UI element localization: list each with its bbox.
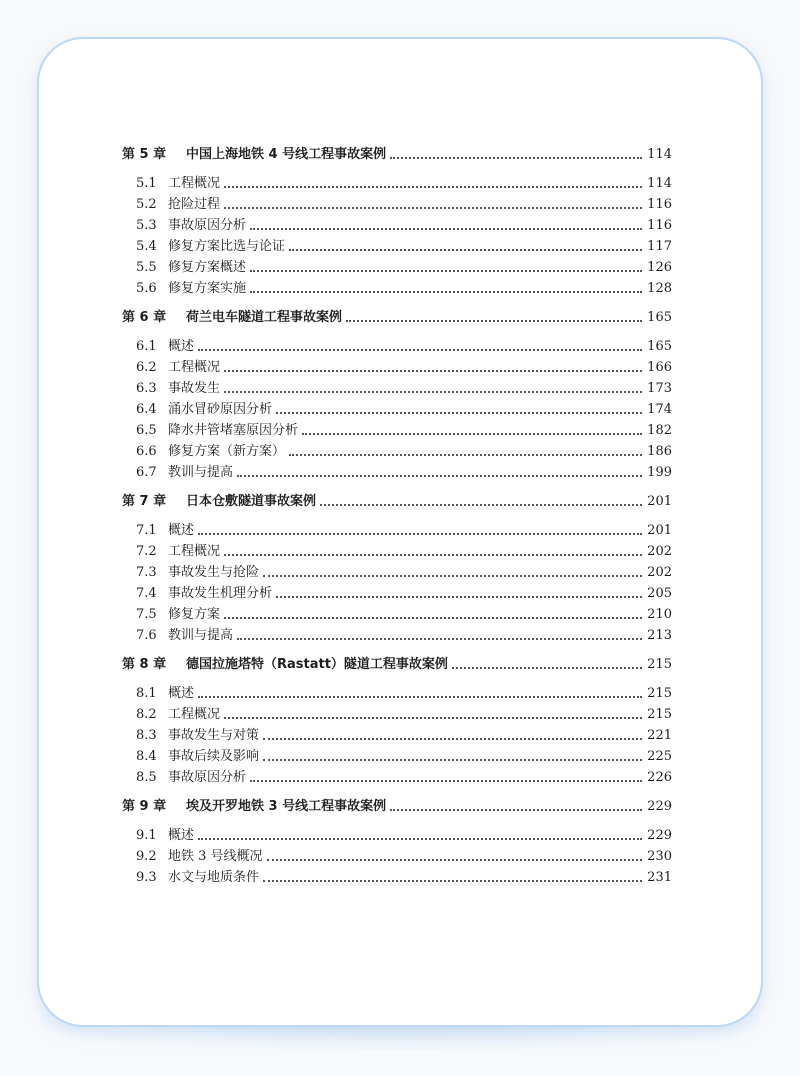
section-title: 概述 (168, 523, 195, 538)
section-title: 工程概况 (168, 176, 221, 191)
chapter-label: 第 7 章 (122, 494, 167, 509)
section-title: 工程概况 (168, 360, 221, 375)
toc-chapter-row[interactable] (122, 796, 672, 817)
toc-section-row[interactable] (122, 746, 672, 767)
section-number: 5.3 (136, 218, 157, 233)
dot-leader (267, 858, 642, 861)
page-number: 117 (647, 239, 672, 254)
dot-leader (452, 666, 642, 669)
section-number: 7.2 (136, 544, 157, 559)
page-number: 215 (647, 657, 672, 672)
dot-leader (224, 390, 642, 393)
section-number: 7.1 (136, 523, 157, 538)
section-number: 7.4 (136, 586, 157, 601)
page-number: 202 (647, 544, 672, 559)
section-number: 5.2 (136, 197, 157, 212)
toc-section-row[interactable] (122, 725, 672, 746)
chapter-title: 埃及开罗地铁 3 号线工程事故案例 (186, 799, 387, 814)
toc-chapter-row[interactable] (122, 307, 672, 328)
section-title: 概述 (168, 828, 195, 843)
toc-section-row[interactable] (122, 215, 672, 236)
section-title: 事故发生与抢险 (168, 565, 260, 580)
dot-leader (276, 595, 642, 598)
section-number: 6.4 (136, 402, 157, 417)
section-number: 8.1 (136, 686, 157, 701)
page-number: 201 (647, 523, 672, 538)
toc-section-row[interactable] (122, 420, 672, 441)
toc-section-row[interactable] (122, 257, 672, 278)
dot-leader (224, 206, 642, 209)
page-number: 173 (647, 381, 672, 396)
dot-leader (250, 779, 642, 782)
section-title: 事故原因分析 (168, 770, 247, 785)
page-number: 128 (647, 281, 672, 296)
dot-leader (263, 737, 642, 740)
dot-leader (250, 227, 642, 230)
dot-leader (198, 532, 642, 535)
chapter-label: 第 6 章 (122, 310, 167, 325)
dot-leader (263, 758, 642, 761)
section-number: 7.5 (136, 607, 157, 622)
toc-section-row[interactable] (122, 704, 672, 725)
toc-chapter-row[interactable] (122, 654, 672, 675)
chapter-title: 中国上海地铁 4 号线工程事故案例 (186, 147, 387, 162)
toc-section-row[interactable] (122, 767, 672, 788)
dot-leader (289, 453, 642, 456)
toc-section-row[interactable] (122, 562, 672, 583)
section-number: 5.1 (136, 176, 157, 191)
chapter-label: 第 8 章 (122, 657, 167, 672)
section-title: 地铁 3 号线概况 (168, 849, 263, 864)
section-number: 8.2 (136, 707, 157, 722)
dot-leader (289, 248, 642, 251)
page-number: 165 (647, 310, 672, 325)
toc-section-row[interactable] (122, 846, 672, 867)
toc-section-row[interactable] (122, 683, 672, 704)
page-number: 229 (647, 799, 672, 814)
section-title: 水文与地质条件 (168, 870, 260, 885)
toc-section-row[interactable] (122, 278, 672, 299)
section-title: 事故发生 (168, 381, 221, 396)
section-number: 8.4 (136, 749, 157, 764)
section-title: 降水井管堵塞原因分析 (168, 423, 299, 438)
section-number: 9.1 (136, 828, 157, 843)
section-number: 6.1 (136, 339, 157, 354)
dot-leader (237, 637, 642, 640)
toc-section-row[interactable] (122, 357, 672, 378)
page-number: 225 (647, 749, 672, 764)
chapter-title: 荷兰电车隧道工程事故案例 (186, 310, 343, 325)
page-number: 215 (647, 686, 672, 701)
toc-section-row[interactable] (122, 520, 672, 541)
dot-leader (390, 808, 642, 811)
section-title: 教训与提高 (168, 628, 234, 643)
page-number: 215 (647, 707, 672, 722)
toc-section-row[interactable] (122, 336, 672, 357)
section-number: 5.5 (136, 260, 157, 275)
dot-leader (198, 695, 642, 698)
page-number: 230 (647, 849, 672, 864)
section-number: 8.3 (136, 728, 157, 743)
section-number: 5.4 (136, 239, 157, 254)
section-title: 概述 (168, 686, 195, 701)
chapter-label: 第 5 章 (122, 147, 167, 162)
toc-section-row[interactable] (122, 625, 672, 646)
toc-section-row[interactable] (122, 378, 672, 399)
toc-section-row[interactable] (122, 604, 672, 625)
page-number: 174 (647, 402, 672, 417)
page-number: 114 (647, 147, 672, 162)
dot-leader (224, 616, 642, 619)
page-number: 126 (647, 260, 672, 275)
page-number: 213 (647, 628, 672, 643)
dot-leader (263, 879, 642, 882)
toc-section-row[interactable] (122, 825, 672, 846)
page-number: 221 (647, 728, 672, 743)
section-title: 涌水冒砂原因分析 (168, 402, 273, 417)
section-title: 事故原因分析 (168, 218, 247, 233)
page-number: 201 (647, 494, 672, 509)
dot-leader (390, 156, 642, 159)
dot-leader (263, 574, 642, 577)
page-number: 205 (647, 586, 672, 601)
toc-section-row[interactable] (122, 462, 672, 483)
toc-section-row[interactable] (122, 867, 672, 888)
toc-section-row[interactable] (122, 236, 672, 257)
toc-section-row[interactable] (122, 173, 672, 194)
dot-leader (276, 411, 642, 414)
dot-leader (250, 290, 642, 293)
page-number: 116 (647, 218, 672, 233)
table-of-contents (122, 144, 672, 888)
toc-section-row[interactable] (122, 583, 672, 604)
page-number: 202 (647, 565, 672, 580)
chapter-label: 第 9 章 (122, 799, 167, 814)
chapter-title: 德国拉施塔特（Rastatt）隧道工程事故案例 (186, 657, 448, 672)
page-number: 199 (647, 465, 672, 480)
section-number: 6.3 (136, 381, 157, 396)
page-number: 182 (647, 423, 672, 438)
section-number: 6.5 (136, 423, 157, 438)
section-title: 工程概况 (168, 707, 221, 722)
page-number: 114 (647, 176, 672, 191)
dot-leader (320, 503, 642, 506)
section-title: 修复方案概述 (168, 260, 247, 275)
toc-section-row[interactable] (122, 194, 672, 215)
section-title: 修复方案 (168, 607, 221, 622)
section-title: 概述 (168, 339, 195, 354)
page-number: 166 (647, 360, 672, 375)
section-number: 6.7 (136, 465, 157, 480)
dot-leader (224, 716, 642, 719)
section-number: 6.2 (136, 360, 157, 375)
dot-leader (346, 319, 642, 322)
dot-leader (302, 432, 642, 435)
section-title: 修复方案实施 (168, 281, 247, 296)
section-number: 9.3 (136, 870, 157, 885)
chapter-title: 日本仓敷隧道事故案例 (186, 494, 317, 509)
section-title: 修复方案比选与论证 (168, 239, 286, 254)
section-number: 8.5 (136, 770, 157, 785)
section-number: 9.2 (136, 849, 157, 864)
page-number: 116 (647, 197, 672, 212)
toc-chapter-row[interactable] (122, 491, 672, 512)
dot-leader (198, 348, 642, 351)
section-title: 事故发生与对策 (168, 728, 260, 743)
page-number: 210 (647, 607, 672, 622)
section-number: 7.3 (136, 565, 157, 580)
page-number: 231 (647, 870, 672, 885)
section-number: 5.6 (136, 281, 157, 296)
dot-leader (237, 474, 642, 477)
section-number: 6.6 (136, 444, 157, 459)
dot-leader (224, 185, 642, 188)
section-title: 工程概况 (168, 544, 221, 559)
section-title: 事故发生机理分析 (168, 586, 273, 601)
section-title: 教训与提高 (168, 465, 234, 480)
toc-section-row[interactable] (122, 441, 672, 462)
dot-leader (224, 369, 642, 372)
toc-section-row[interactable] (122, 399, 672, 420)
section-number: 7.6 (136, 628, 157, 643)
dot-leader (224, 553, 642, 556)
dot-leader (198, 837, 642, 840)
toc-section-row[interactable] (122, 541, 672, 562)
section-title: 修复方案（新方案） (168, 444, 286, 459)
section-title: 事故后续及影响 (168, 749, 260, 764)
toc-chapter-row[interactable] (122, 144, 672, 165)
page-number: 229 (647, 828, 672, 843)
page-number: 226 (647, 770, 672, 785)
page-number: 186 (647, 444, 672, 459)
page-number: 165 (647, 339, 672, 354)
dot-leader (250, 269, 642, 272)
section-title: 抢险过程 (168, 197, 221, 212)
